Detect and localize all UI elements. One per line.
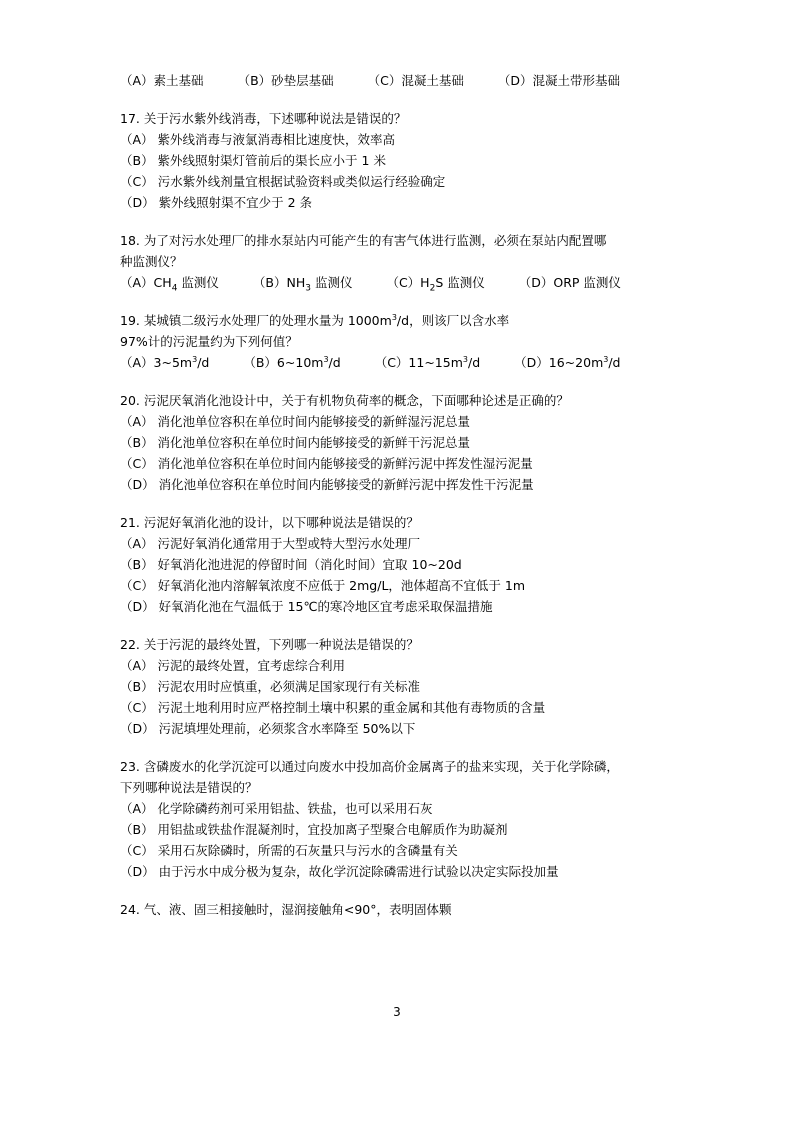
- q20-option-c: （C） 消化池单位容积在单位时间内能够接受的新鲜污泥中挥发性湿污泥量: [120, 456, 533, 471]
- q20-option-b: （B） 消化池单位容积在单位时间内能够接受的新鲜干污泥总量: [120, 435, 471, 450]
- q19-stem-line2: 97%计的污泥量约为下列何值？: [120, 334, 298, 349]
- q23-option-d: （D） 由于污水中成分极为复杂，故化学沉淀除磷需进行试验以决定实际投加量: [120, 864, 559, 879]
- q18-stem-line2: 种监测仪？: [120, 254, 183, 269]
- q21-option-a: （A） 污泥好氧消化通常用于大型或特大型污水处理厂: [120, 536, 421, 551]
- q20-option-a: （A） 消化池单位容积在单位时间内能够接受的新鲜湿污泥总量: [120, 414, 471, 429]
- q19-option-c: $(C)11\sim 15m^3/d$: [374, 354, 481, 370]
- q17-option-a: （A） 紫外线消毒与液氯消毒相比速度快，效率高: [120, 132, 396, 147]
- q24-stem: 24. 气、液、固三相接触时，湿润接触角<90°，表明固体颗: [120, 902, 452, 917]
- q17-option-b: （B） 紫外线照射渠灯管前后的渠长应小于 1 米: [120, 153, 386, 168]
- q17-option-c: （C） 污水紫外线剂量宜根据试验资料或类似运行经验确定: [120, 174, 446, 189]
- q23-option-a: （A） 化学除磷药剂可采用铝盐、铁盐，也可以采用石灰: [120, 801, 433, 816]
- q16-option-b: （B）砂垫层基础: [237, 73, 334, 88]
- document-page: [120, 70, 680, 920]
- q19-option-d: $(D)16\sim 20m^3/d$: [514, 354, 621, 370]
- q23-stem-line2: 下列哪种说法是错误的？: [120, 780, 258, 795]
- q21-stem: 21. 污泥好氧消化池的设计，以下哪种说法是错误的？: [120, 515, 419, 530]
- q23-stem-line1: 23. 含磷废水的化学沉淀可以通过向废水中投加高价金属离子的盐来实现，关于化学除磷，: [120, 759, 619, 774]
- q17-stem: 17. 关于污水紫外线消毒，下述哪种说法是错误的？: [120, 111, 407, 126]
- q20-stem: 20. 污泥厌氧消化池设计中，关于有机物负荷率的概念，下面哪种论述是正确的？: [120, 393, 569, 408]
- q18-option-c: $(C)H_2S$ 监测仪: [386, 275, 485, 294]
- q16-option-d: （D）混凝土带形基础: [497, 73, 621, 88]
- q19-options: [120, 352, 680, 373]
- q22-option-c: （C） 污泥土地利用时应严格控制土壤中积累的重金属和其他有毒物质的含量: [120, 700, 546, 715]
- q18-stem-line1: 18. 为了对污水处理厂的排水泵站内可能产生的有害气体进行监测，必须在泵站内配置哪: [120, 233, 607, 248]
- q22-option-d: （D） 污泥填埋处理前，必须浆含水率降至 50%以下: [120, 721, 416, 736]
- q22-option-a: （A） 污泥的最终处置，宜考虑综合利用: [120, 658, 346, 673]
- q19-stem-line1: 19. 某城镇二级污水处理厂的处理水量为 $1000m^3/d$，则该厂以含水率: [120, 312, 510, 328]
- q20-option-d: （D） 消化池单位容积在单位时间内能够接受的新鲜污泥中挥发性干污泥量: [120, 477, 534, 492]
- q22-stem: 22. 关于污泥的最终处置，下列哪一种说法是错误的？: [120, 637, 419, 652]
- q16-option-c: （C）混凝土基础: [367, 73, 464, 88]
- q21-option-c: （C） 好氧消化池内溶解氧浓度不应低于 2mg/L，池体超高不宜低于 1m: [120, 578, 526, 593]
- q23-option-b: （B） 用铝盐或铁盐作混凝剂时，宜投加离子型聚合电解质作为助凝剂: [120, 822, 508, 837]
- q16-option-a: （A）素土基础: [120, 73, 204, 88]
- page-number: 3: [393, 1005, 401, 1019]
- q18-option-d: （D）ORP 监测仪: [518, 275, 621, 290]
- q22-option-b: （B） 污泥农用时应慎重，必须满足国家现行有关标准: [120, 679, 421, 694]
- q23-option-c: （C） 采用石灰除磷时，所需的石灰量只与污水的含磷量有关: [120, 843, 458, 858]
- q19-option-a: $(A)3\sim 5m^3/d$: [120, 354, 210, 370]
- q18-option-b: $(B)NH_3$ 监测仪: [252, 275, 353, 294]
- q21-option-d: （D） 好氧消化池在气温低于 15℃的寒冷地区宜考虑采取保温措施: [120, 599, 493, 614]
- q16-options: [120, 70, 680, 91]
- q18-option-a: $(A)CH_4$ 监测仪: [120, 275, 219, 294]
- q21-option-b: （B） 好氧消化池进泥的停留时间（消化时间）宜取 10~20d: [120, 557, 462, 572]
- q17-option-d: （D） 紫外线照射渠不宜少于 2 条: [120, 195, 312, 210]
- q19-option-b: $(B)6\sim 10m^3/d$: [243, 354, 341, 370]
- q18-options: [120, 272, 680, 293]
